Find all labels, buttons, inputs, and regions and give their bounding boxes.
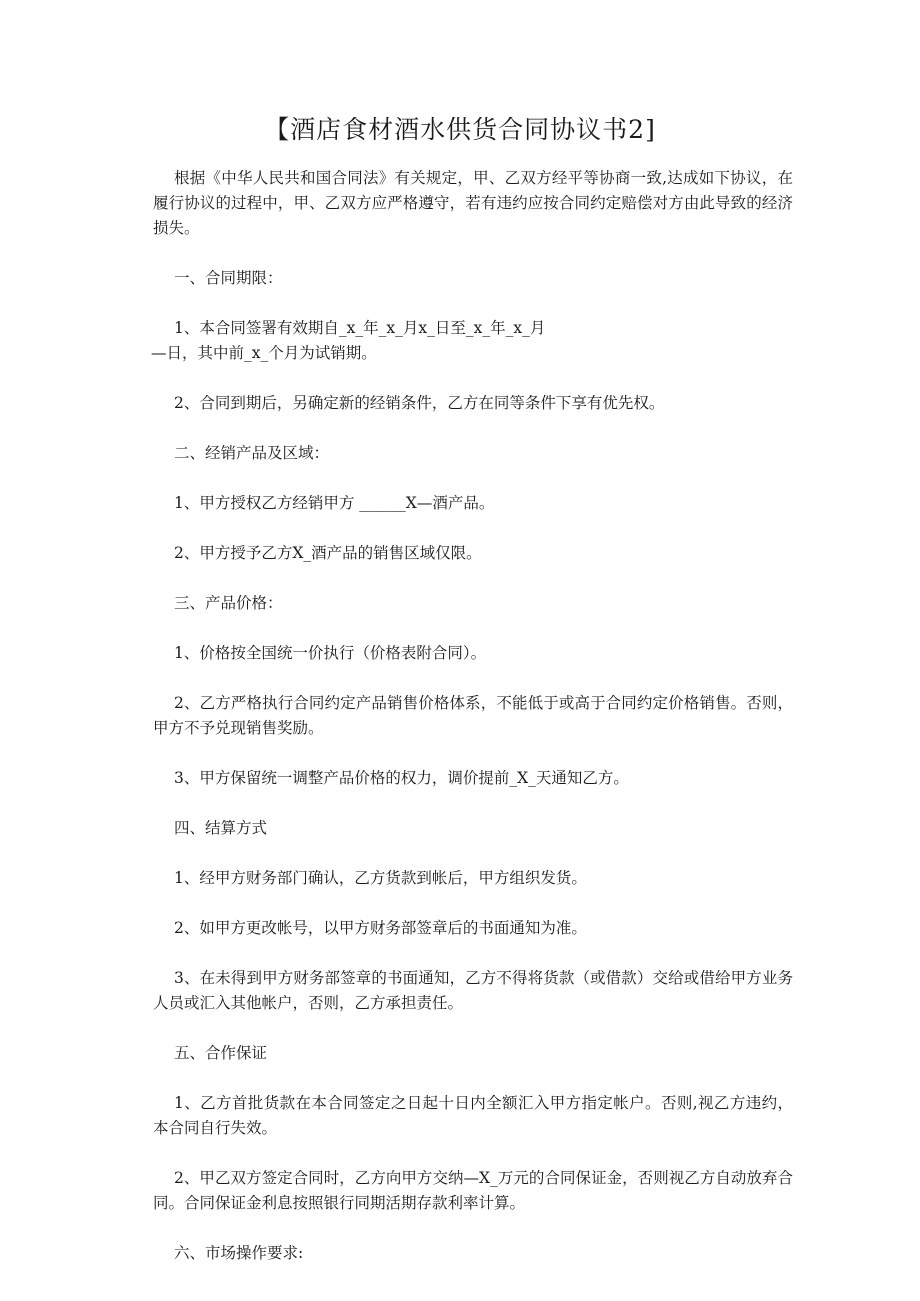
document-body bbox=[153, 166, 793, 1266]
clause-paragraph: 1、甲方授权乙方经销甲方 ______X—酒产品。 bbox=[174, 494, 495, 512]
clause-paragraph: 2、甲乙双方签定合同时，乙方向甲方交纳—X_万元的合同保证金，否则视乙方自动放弃合同。合同保证金利息按照银行同期活期存款利率计算。 bbox=[153, 1169, 793, 1212]
section-heading: 一、合同期限： bbox=[174, 269, 283, 287]
clause-line-continued: —日，其中前_x_个月为试销期。 bbox=[151, 344, 377, 362]
clause-paragraph bbox=[153, 316, 793, 366]
clause-paragraph: 1、经甲方财务部门确认，乙方货款到帐后，甲方组织发货。 bbox=[174, 869, 587, 887]
clause-paragraph: 2、如甲方更改帐号，以甲方财务部签章后的书面通知为准。 bbox=[174, 919, 587, 937]
section-heading: 三、产品价格： bbox=[174, 594, 283, 612]
clause-line: 1、本合同签署有效期自_x_年_x_月x_日至_x_年_x_月 bbox=[174, 319, 546, 337]
section-heading: 五、合作保证 bbox=[174, 1044, 268, 1062]
clause-paragraph: 3、甲方保留统一调整产品价格的权力，调价提前_X_天通知乙方。 bbox=[174, 769, 629, 787]
preamble-paragraph: 根据《中华人民共和国合同法》有关规定，甲、乙双方经平等协商一致,达成如下协议，在履行协议的过程中，甲、乙双方应严格遵守，若有违约应按合同约定赔偿对方由此导致的经济损失。 bbox=[153, 169, 793, 237]
clause-paragraph: 2、合同到期后，另确定新的经销条件，乙方在同等条件下享有优先权。 bbox=[174, 394, 665, 412]
section-heading: 六、市场操作要求: bbox=[174, 1244, 304, 1262]
clause-paragraph: 3、在未得到甲方财务部签章的书面通知，乙方不得将货款（或借款）交给或借给甲方业务人员或汇入其他帐户，否则，乙方承担责任。 bbox=[153, 969, 793, 1012]
clause-paragraph: 2、甲方授予乙方X_酒产品的销售区域仅限。 bbox=[174, 544, 482, 562]
section-heading: 四、结算方式 bbox=[174, 819, 268, 837]
clause-paragraph: 1、价格按全国统一价执行（价格表附合同）。 bbox=[174, 644, 487, 662]
document-title: 【酒店食材酒水供货合同协议书2] bbox=[264, 115, 656, 144]
clause-paragraph: 2、乙方严格执行合同约定产品销售价格体系，不能低于或高于合同约定价格销售。否则，甲方不予兑现销售奖励。 bbox=[153, 694, 793, 737]
clause-paragraph: 1、乙方首批货款在本合同签定之日起十日内全额汇入甲方指定帐户。否则,视乙方违约，本合同自行失效。 bbox=[153, 1094, 793, 1137]
section-heading: 二、经销产品及区域： bbox=[174, 444, 330, 462]
